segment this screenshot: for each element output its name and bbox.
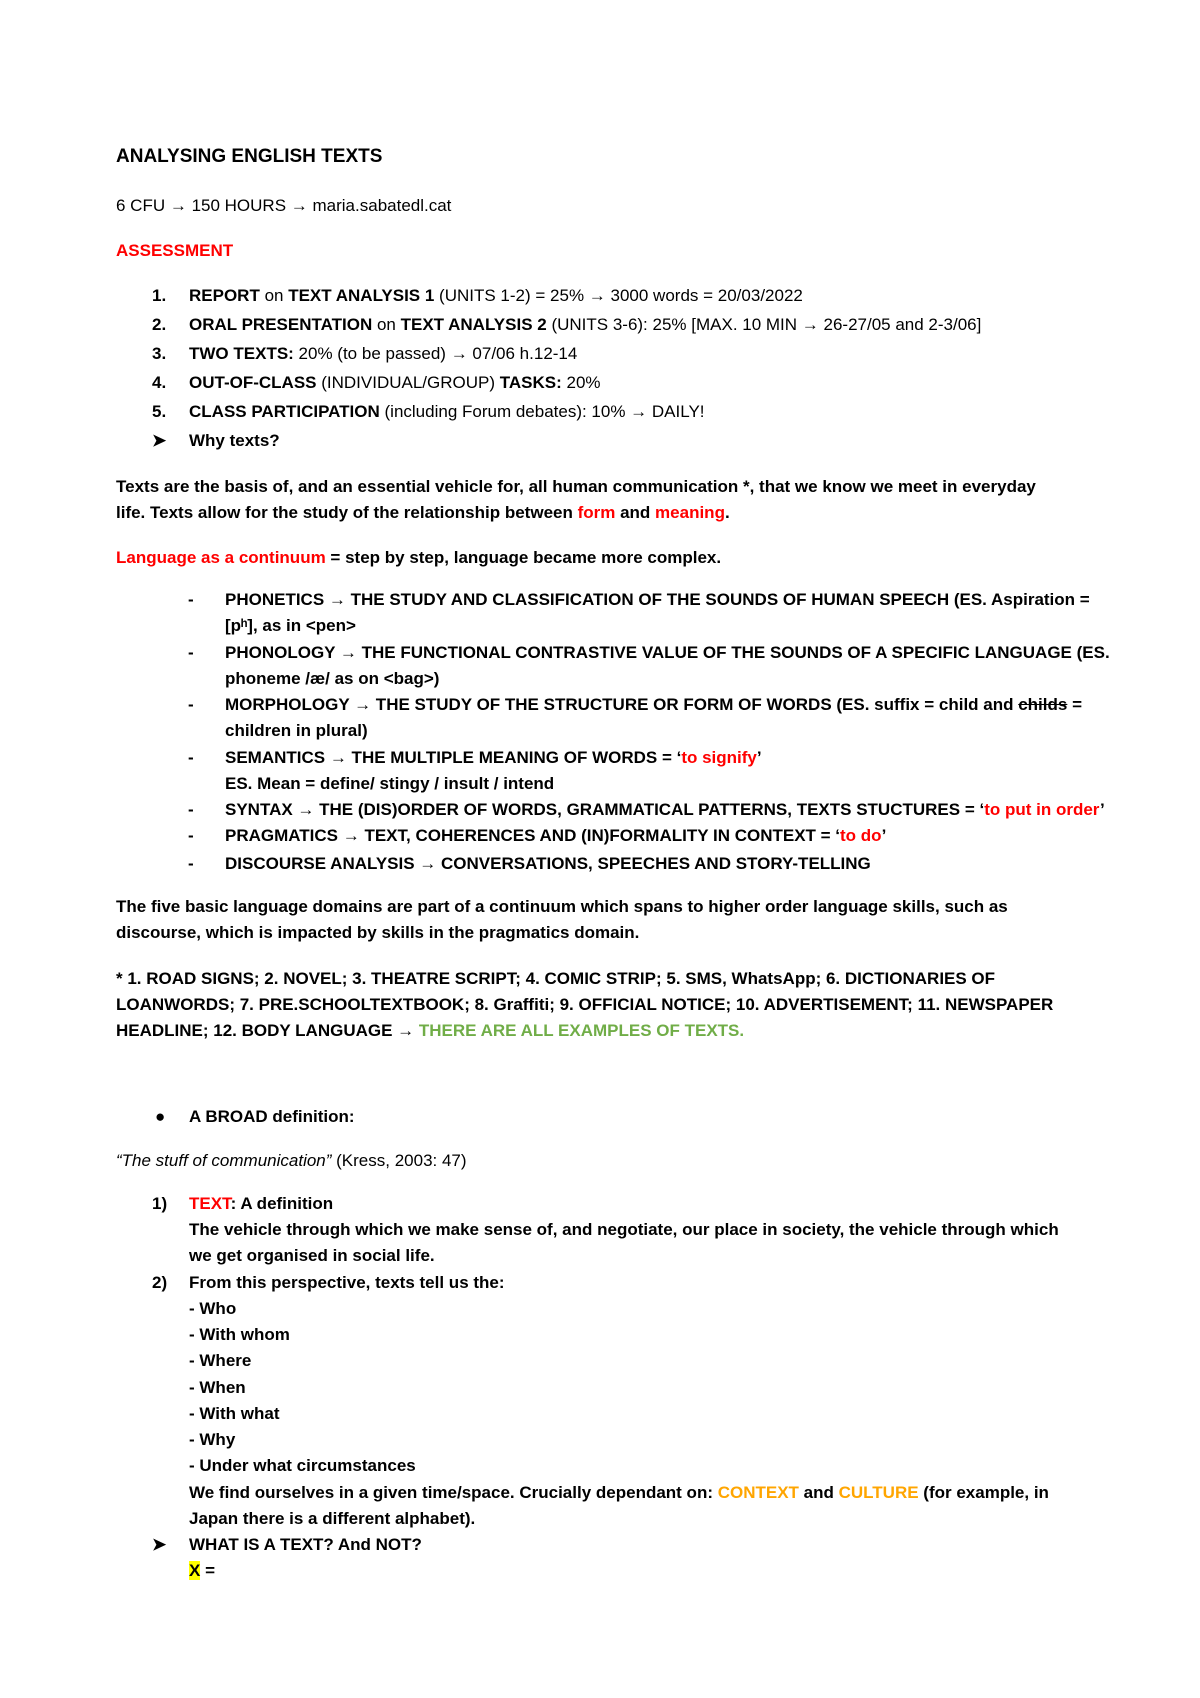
document-page: ANALYSING ENGLISH TEXTS 6 CFU → 150 HOURS → maria.sabatedl.cat ASSESSMENT 1. REPORT on TEXT ANALYSIS 1 (UNITS 1-2) = 25% → 3000 words = 20/03/2022 2. ORAL PRESENTATION on TEXT ANALYSIS 2 (UNITS 3-6): 25% [MAX. 10 MIN → 26-27/05 and 2-3/06] 3. TWO TEXTS: 20% (to be passed) → 07/06 h.12-14 4. OUT-OF-CLASS (INDIVIDUAL/GROUP) TASKS: 20% 5. CLASS PARTICIPATION (including Forum debates): 10% → DAILY! ➤ Why texts? Texts are the basis of, and an essential vehicle for, all human communication *, that we know we meet in everyday life. Texts allow for the study of the relationship between form and meaning. Language as a continuum = step by step, language became more complex. - PHONETICS → THE STUDY AND CLASSIFICATION OF THE SOUNDS OF HUMAN SPEECH (ES. Aspiration = [pʰ], as in <pen> - PHONOLOGY → THE FUNCTIONAL CONTRASTIVE VALUE OF THE SOUNDS OF A SPECIFIC LANGUAGE (ES. phoneme /æ/ as on <bag>) - MORPHOLOGY → THE STUDY OF THE STRUCTURE OR FORM OF WORDS (ES. suffix = child and childs = children in plural) - SEMANTICS → THE MULTIPLE MEANING OF WORDS = ‘to signify’ ES. Mean = define/ stingy / insult / intend - SYNTAX → THE (DIS)ORDER OF WORDS, GRAMMATICAL PATTERNS, TEXTS STUCTURES = ‘to put in order’ - PRAGMATICS → TEXT, COHERENCES AND (IN)FORMALITY IN CONTEXT = ‘to do’ - DISCOURSE ANALYSIS → CONVERSATIONS, SPEECHES AND STORY-TELLING The five basic language domains are part of a continuum which spans to higher order language skills, such as discourse, which is impacted by skills in the pragmatics domain. * 1. ROAD SIGNS; 2. NOVEL; 3. THEATRE SCRIPT; 4. COMIC STRIP; 5. SMS, WhatsApp; 6. DICTIONARIES OF LOANWORDS; 7. PRE.SCHOOLTEXTBOOK; 8. Graffiti; 9. OFFICIAL NOTICE; 10. ADVERTISEMENT; 11. NEWSPAPER HEADLINE; 12. BODY LANGUAGE → THERE ARE ALL EXAMPLES OF TEXTS. ● A BROAD definition: “The stuff of communication” (Kress, 2003: 47) 1) TEXT: A definition The vehicle through which we make sense of, and negotiate, our place in society, the vehicle through which we get organised in social life. 2) From this perspective, texts tell us the: - Who - With whom - Where - When - With what - Why - Under what circumstances We find ourselves in a given time/space. Crucially dependant on: CONTEXT and CULTURE (for example, in Japan there is a different alphabet). ➤ WHAT IS A TEXT? And NOT? X = xyxy=(116,146,1110,1580)
arrow-icon: → xyxy=(290,196,308,215)
arrow-bullet-icon: ➤ xyxy=(152,1535,167,1554)
document-title: ANALYSING ENGLISH TEXTS xyxy=(116,146,383,167)
arrow-icon: → xyxy=(169,196,187,215)
email-text: maria.sabatedl.cat xyxy=(307,196,452,215)
arrow-bullet-icon: ➤ xyxy=(152,431,167,450)
bullet-icon: ● xyxy=(155,1107,166,1126)
assessment-heading: ASSESSMENT xyxy=(116,241,234,260)
highlighted-x: X xyxy=(189,1561,201,1580)
